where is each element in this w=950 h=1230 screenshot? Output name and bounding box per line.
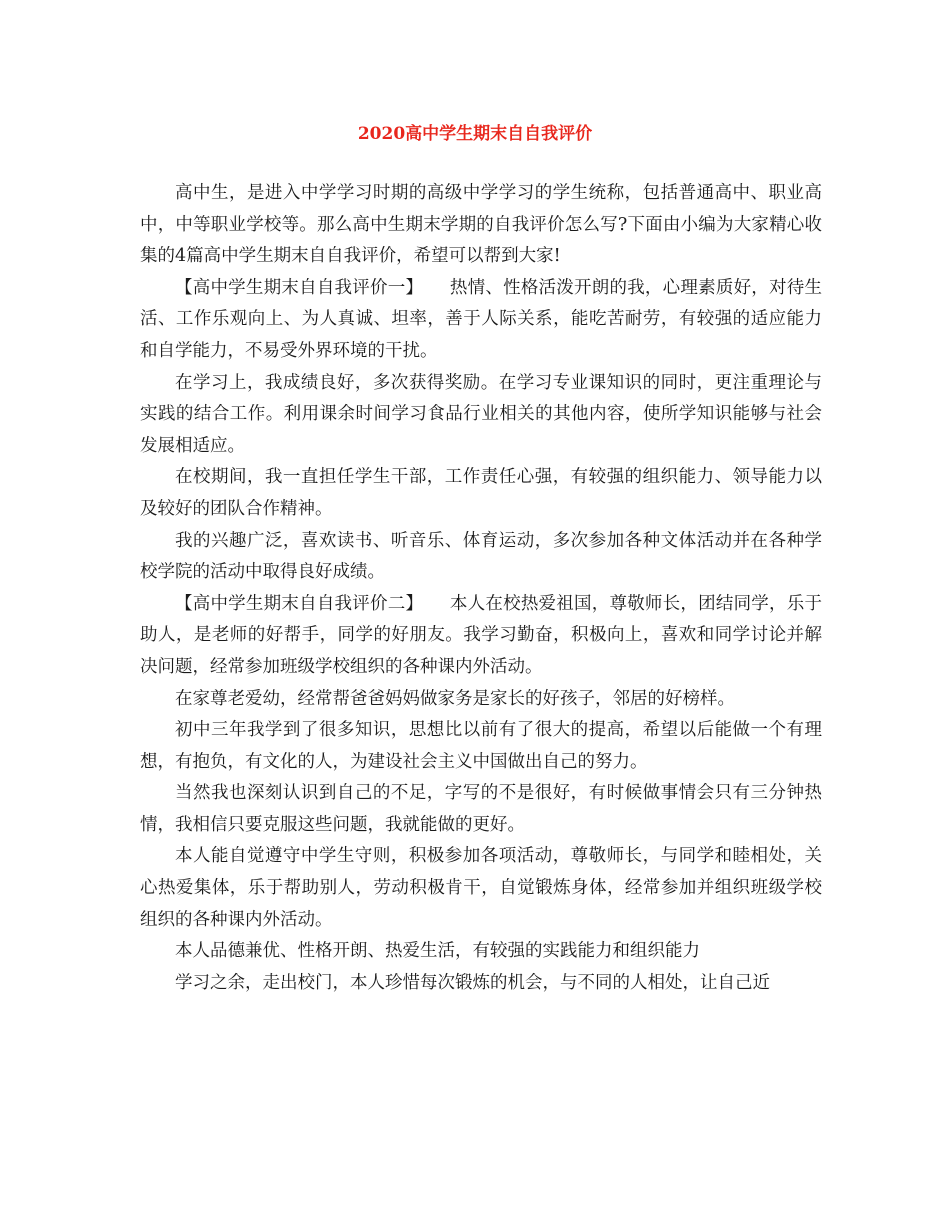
paragraph-intro: 高中生，是进入中学学习时期的高级中学学习的学生统称，包括普通高中、职业高中，中等职业学校等。那么高中生期末学期的自我评价怎么写?下面由小编为大家精心收集的4篇高中学生期末自自我评价，希望可以帮到大家!: [140, 183, 822, 267]
paragraph-discipline: 本人能自觉遵守中学生守则，积极参加各项活动，尊敬师长，与同学和睦相处，关心热爱集体，乐于帮助别人，劳动积极肯干，自觉锻炼身体，经常参加并组织班级学校组织的各种课内外活动。: [140, 846, 822, 930]
paragraph-interests: 我的兴趣广泛，喜欢读书、听音乐、体育运动，多次参加各种文体活动并在各种学校学院的活动中取得良好成绩。: [140, 530, 822, 583]
document-body: [140, 178, 822, 999]
paragraph-study: 在学习上，我成绩良好，多次获得奖励。在学习专业课知识的同时，更注重理论与实践的结合工作。利用课余时间学习食品行业相关的其他内容，使所学知识能够与社会发展相适应。: [140, 372, 822, 456]
paragraph-junior-high: 初中三年我学到了很多知识，思想比以前有了很大的提高，希望以后能做一个有理想，有抱负，有文化的人，为建设社会主义中国做出自己的努力。: [140, 720, 822, 772]
paragraph-student-cadre: 在校期间，我一直担任学生干部，工作责任心强，有较强的组织能力、领导能力以及较好的团队合作精神。: [140, 467, 822, 519]
paragraph-character: 本人品德兼优、性格开朗、热爱生活，有较强的实践能力和组织能力: [175, 941, 700, 962]
paragraph-practice: 学习之余，走出校门，本人珍惜每次锻炼的机会，与不同的人相处，让自己近: [175, 972, 770, 993]
paragraph-family: 在家尊老爱幼，经常帮爸爸妈妈做家务是家长的好孩子，邻居的好榜样。: [175, 688, 735, 709]
paragraph-shortcomings: 当然我也深刻认识到自己的不足，字写的不是很好，有时候做事情会只有三分钟热情，我相信只要克服这些问题，我就能做的更好。: [140, 783, 822, 835]
paragraph-evaluation-two: 【高中学生期末自自我评价二】 本人在校热爱祖国，尊敬师长，团结同学，乐于助人，是老师的好帮手，同学的好朋友。我学习勤奋，积极向上，喜欢和同学讨论并解决问题，经常参加班级学校组织的各种课内外活动。: [140, 593, 822, 677]
paragraph-evaluation-one: 【高中学生期末自自我评价一】 热情、性格活泼开朗的我，心理素质好，对待生活、工作乐观向上、为人真诚、坦率，善于人际关系，能吃苦耐劳，有较强的适应能力和自学能力，不易受外界环境的干扰。: [140, 277, 822, 361]
document-title: 2020高中学生期末自自我评价: [357, 124, 593, 144]
